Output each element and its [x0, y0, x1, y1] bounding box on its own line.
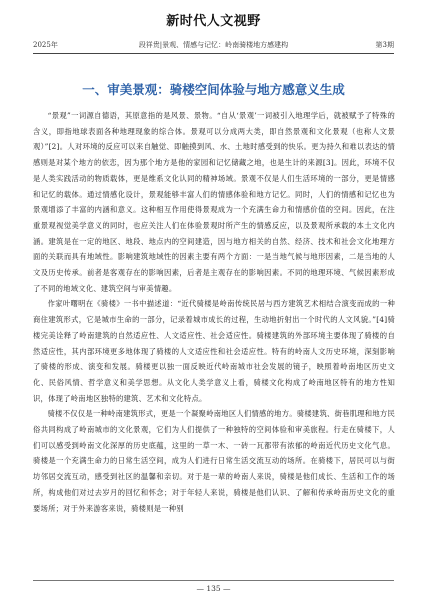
paragraph: “景观”一词源自德语，其原意指的是风景、景物。“自从‘景观’一词被引入地理学后，就被赋予了特殊的含义，即指地球表面各种地理现象的综合体。景观可以分成两大类，即自然景观和文化景观（也称人文景观）”[2]。人对环境的反应可以来自触觉、即触摸到风、水、土地时感受到的快乐。更为持久和难以表达的情感则是对某个地方的依恋，因为那个地方是他的家园和记忆储藏之地，也是生计的来源[3]。因此，环境不仅是人类实践活动的物质载体，更是维系文化认同的精神场域。景观不仅是人们生活环境的一部分，更是情感和记忆的载体。通过情感化设计，景观能够丰富人们的情感体验和地方记忆。同时，人们的情感和记忆也为景观增添了丰富的内涵和意义。这种相互作用使得景观成为一个充满生命力和情感价值的空间。因此，在注重景观视觉美学意义的同时，也应关注人们在体验景观时所产生的情感反应，以及景观所承载的本土文化内涵。建筑是在一定的地区、地段、地点内的空间建造，因与地方相关的自然、经济、技术和社会文化地理方面的关联而具有地域性。影响建筑地域性的因素主要有两个方面：一是当地气候与地形因素，二是当地的人文及历史传承。前者是客观存在的影响因素，后者是主观存在的影响因素。不同的地理环境、气候因素形成了不同的地域文化、建筑空间与审美情趣。	[33, 111, 395, 293]
header-rule	[33, 53, 394, 54]
footer-rule	[33, 580, 394, 581]
header-year: 2025年	[33, 41, 58, 49]
page-number: — 135 —	[196, 584, 231, 593]
header-article: 段祥贵|景观、情感与记忆：岭南骑楼地方感建构	[138, 41, 289, 49]
paragraph: 作家叶曙明在《骑楼》一书中描述道：“近代骑楼是岭南传统民居与西方建筑艺术相结合演变而成的一种商住建筑形式，它是城市生命的一部分，记录着城市成长的过程，生动地折射出一个时代的人文风貌。”[4]骑楼完美诠释了岭南建筑的自然适应性、人文适应性、社会适应性。骑楼建筑的外部环境主要体现了骑楼的自然适应性，其内部环境更多地体现了骑楼的人文适应性和社会适应性。特有的岭南人文历史环境，深刻影响了骑楼的形成、演变和发展。骑楼更以独一面反映近代岭南城市社会发展的镜子，映照着岭南地区历史文化、民俗风情、哲学意义和美学思想。从文化人类学意义上看，骑楼文化构成了岭南地区特有的地方性知识，体现了岭南地区独特的建筑、艺术和文化特点。	[33, 299, 395, 403]
header-issue: 第3期	[375, 41, 394, 49]
journal-title: 新时代人文视野	[166, 14, 261, 29]
article-body	[33, 108, 395, 516]
section-title: 一、审美景观：骑楼空间体验与地方感意义生成	[82, 82, 345, 97]
running-header	[33, 40, 394, 52]
paragraph: 骑楼不仅仅是一种岭南建筑形式，更是一个凝聚岭南地区人们情感的地方。骑楼建筑、街巷肌理和地方民俗共同构成了岭南城市的文化景观，它们为人们提供了一种独特的空间体验和审美旅程。行走在骑楼下，人们可以感受到岭南文化深厚的历史底蕴，这里的一草一木、一砖一瓦都带有浓郁的岭南近代历史文化气息。骑楼是一个充满生命力的日常生活空间，成为人们进行日常生活交流互动的场所。在骑楼下，居民可以与街坊邻居交流互动，感受到社区的温馨和亲切。对于是一辈的岭南人来说，骑楼是他们成长、生活和工作的场所，构成他们对过去岁月的回忆和怀念；对于年轻人来说，骑楼是他们认识、了解和传承岭南历史文化的重要场所；对于外来游客来说，骑楼则是一种别	[33, 409, 395, 513]
